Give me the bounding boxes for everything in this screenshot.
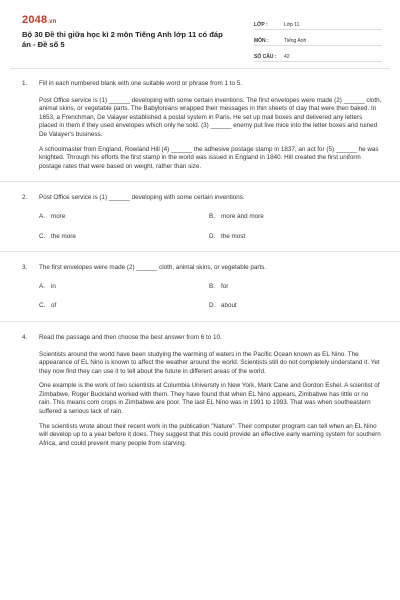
option-text: more — [51, 212, 66, 220]
exam-meta — [254, 16, 382, 64]
page-title: Bộ 30 Đề thi giữa học kì 2 môn Tiếng Anh lớp 11 có đáp án - Đề số 5 — [22, 30, 223, 49]
site-logo[interactable] — [22, 14, 57, 26]
option-text: for — [221, 282, 229, 290]
question-2 — [22, 194, 382, 241]
option-letter: D. — [209, 232, 216, 240]
meta-row-count — [254, 48, 382, 62]
meta-key: MÔN : — [254, 38, 269, 44]
passage-paragraph: Post Office service is (1) ______ developing with some certain inventions. The first envelopes were made (2) ______ cloth, animal skins, or vegetable parts. The Babylonians wrapped their messages in thin sheets of clay that were then baked. In 1653, a Frenchman, De Valayer established a postal system in Paris. He set up mail boxes and delivered any letters placed in them if they used envelopes which only he sold. (3) ______ enemy put live mice into the letter boxes and ruined De Valayer's business. — [39, 96, 382, 138]
option-letter: A. — [39, 282, 45, 290]
option-text: of — [51, 302, 57, 310]
question-stem: The first envelopes were made (2) ______ cloth, animal skins, or vegetable parts. — [39, 264, 267, 272]
meta-value: Lớp 11 — [284, 22, 300, 28]
option-a[interactable] — [39, 283, 209, 292]
option-letter: B. — [209, 212, 215, 220]
meta-value: 42 — [284, 54, 290, 60]
question-number: 3. — [22, 264, 28, 272]
option-letter: B. — [209, 282, 215, 290]
question-number: 1. — [22, 80, 28, 87]
option-letter: C. — [39, 302, 46, 310]
option-letter: A. — [39, 212, 45, 220]
passage-paragraph: One example is the work of two scientists at Columbia University in New York, Mark Cane and Gordon Eshel. A scientist of Zimbabwe, Roger Buckland worked with them. They have found that when EL Nino appears, Zimbabwe has little or no rain. This means corn crops in Zimbabwe are poor. The last EL Nino was in 1991 to 1993. That was when southeastern suffered a serious lack of rain. — [39, 382, 380, 416]
question-instruction: Fill in each numbered blank with one suitable word or phrase from 1 to 5. — [39, 80, 243, 87]
question-stem: Post Office service is (1) ______ developing with some certain inventions. — [39, 194, 245, 202]
meta-key: LỚP : — [254, 22, 268, 28]
question-3 — [22, 264, 382, 311]
meta-value: Tiếng Anh — [284, 38, 307, 44]
option-letter: C. — [39, 232, 46, 240]
question-instruction: Read the passage and then choose the best answer from 6 to 10. — [39, 333, 222, 341]
meta-row-class — [254, 16, 382, 30]
meta-row-subject — [254, 32, 382, 46]
question-1 — [22, 80, 382, 171]
logo-tld: .vn — [47, 19, 57, 25]
option-c[interactable] — [39, 233, 209, 242]
question-4 — [22, 334, 382, 449]
question-divider — [0, 251, 400, 252]
option-text: more and more — [221, 212, 264, 220]
option-text: the most — [221, 232, 246, 240]
answer-options — [39, 213, 382, 241]
question-list — [22, 80, 382, 454]
option-text: about — [221, 302, 237, 310]
option-text: in — [51, 282, 56, 290]
answer-options — [39, 283, 382, 311]
passage-paragraph: Scientists around the world have been studying the warming of waters in the Pacific Ocean known as EL Nino. The appearance of EL Nino is known to affect the weather around the world. Scientists still do not completely understand it. Yet they now find they can use it to tell about the future in different areas of the world. — [39, 350, 380, 375]
meta-key: SỐ CÂU : — [254, 54, 277, 60]
option-d[interactable] — [209, 302, 379, 311]
passage-paragraph: The scientists wrote about their recent work in the publication "Nature". Their computer program can tell when an EL Nino will develop up to a year before it does. They suggest that this could provide an effective early warning system for southern Africa, and could prevent many people from starving. — [39, 422, 381, 447]
question-divider — [0, 181, 400, 182]
logo-text: 2048 — [22, 14, 48, 26]
option-b[interactable] — [209, 213, 379, 222]
option-a[interactable] — [39, 213, 209, 222]
option-c[interactable] — [39, 302, 209, 311]
question-divider — [0, 321, 400, 322]
option-letter: D. — [209, 302, 216, 310]
option-b[interactable] — [209, 283, 379, 292]
question-number: 4. — [22, 333, 28, 341]
option-d[interactable] — [209, 233, 379, 242]
question-number: 2. — [22, 194, 28, 202]
header-divider — [10, 68, 390, 69]
passage-paragraph: A schoolmaster from England, Rowland Hill (4) ______ the adhesive postage stamp in 1837, an act for (5) ______ he was knighted. Through his efforts the first stamp in the world was issued in England in 1840. Hill created the first uniform postage rates that were based on weight, rather than size. — [39, 145, 379, 170]
option-text: the more — [51, 232, 76, 240]
